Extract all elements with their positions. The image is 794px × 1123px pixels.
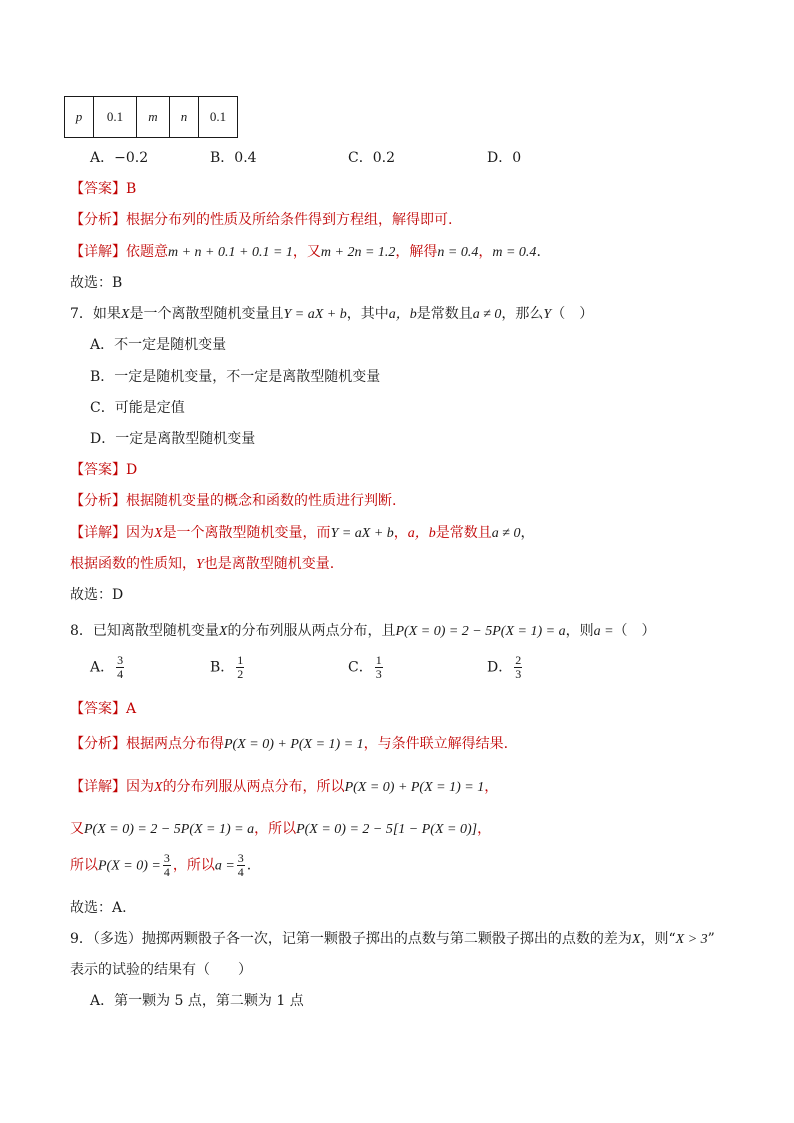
detail-text: 因为 xyxy=(126,779,154,795)
q8-stem xyxy=(70,620,656,640)
detail-text: 依题意 xyxy=(126,244,168,260)
q8-answer xyxy=(70,698,136,718)
q8-option-a xyxy=(90,654,126,681)
numerator: 3 xyxy=(117,653,124,667)
analysis-tag: 【分析】 xyxy=(70,493,126,509)
equation: P(X = 0) + P(X = 1) = 1 xyxy=(224,737,364,752)
answer-tag: 【答案】 xyxy=(70,701,126,717)
variable: a，b xyxy=(407,526,436,541)
equation: n = 0.4 xyxy=(437,245,479,260)
q9-stem xyxy=(70,928,715,948)
detail-text: ， xyxy=(478,244,493,260)
detail-text: . xyxy=(536,244,541,260)
equation: a = xyxy=(214,858,235,874)
stem-text: 9．（多选）抛掷两颗骰子各一次，记第一颗骰子掷出的点数与第二颗骰子掷出的点数的差为 xyxy=(70,931,632,947)
equation: P(X = 0) = 2 − 5[1 − P(X = 0)] xyxy=(296,822,478,837)
table-cell: 0.1 xyxy=(199,97,238,138)
fraction xyxy=(237,852,245,879)
fraction xyxy=(236,654,244,681)
fraction xyxy=(514,654,522,681)
table-cell: m xyxy=(137,97,170,138)
detail-text: 所以 xyxy=(70,857,98,874)
q7-option-c: C．可能是定值 xyxy=(90,400,185,416)
equation: m + 2n = 1.2 xyxy=(320,245,396,260)
detail-text: 根据函数的性质知， xyxy=(70,556,196,572)
q6-choice: 故选：B xyxy=(70,275,123,291)
table-cell: p xyxy=(65,97,94,138)
q6-option-a: A．−0.2 xyxy=(90,150,149,166)
equation: X > 3 xyxy=(675,932,708,947)
q8-detail xyxy=(70,776,498,796)
variable: X xyxy=(631,932,641,947)
answer-value: D xyxy=(126,462,138,478)
detail-text: ， xyxy=(477,821,492,837)
q8-analysis xyxy=(70,733,508,753)
q9-stem-line2: 表示的试验的结果有（ ） xyxy=(70,962,252,978)
analysis-text: 根据分布列的性质及所给条件得到方程组，解得即可. xyxy=(126,212,453,228)
option-label: B． xyxy=(210,659,235,676)
answer-tag: 【答案】 xyxy=(70,462,126,478)
detail-text: 因为 xyxy=(126,525,154,541)
equation: Y = aX + b xyxy=(283,307,347,322)
q7-choice: 故选：D xyxy=(70,587,124,603)
stem-text: 的分布列服从两点分布，且 xyxy=(227,623,396,639)
numerator: 2 xyxy=(515,653,522,667)
equation: P(X = 0) = 2 − 5P(X = 1) = a xyxy=(395,624,566,639)
q7-detail xyxy=(70,522,534,542)
answer-tag: 【答案】 xyxy=(70,181,126,197)
detail-text: ， xyxy=(484,779,499,795)
stem-text: 是常数且 xyxy=(416,306,473,322)
stem-text: ” xyxy=(707,931,715,947)
detail-text: ，所以 xyxy=(172,857,215,874)
variable: X xyxy=(154,780,163,795)
q8-choice: 故选：A. xyxy=(70,900,127,916)
numerator: 1 xyxy=(237,653,244,667)
variable: X xyxy=(218,624,228,639)
q7-option-d: D．一定是离散型随机变量 xyxy=(90,431,256,447)
distribution-table xyxy=(64,96,238,138)
detail-text: ， xyxy=(393,525,408,541)
analysis-tag: 【分析】 xyxy=(70,736,126,752)
option-label: A． xyxy=(90,659,115,676)
variable: X xyxy=(120,307,130,322)
detail-text: ， xyxy=(520,525,535,541)
q8-detail-line2 xyxy=(70,818,491,838)
detail-tag: 【详解】 xyxy=(70,525,126,541)
equation: m = 0.4 xyxy=(492,245,537,260)
analysis-text: 根据两点分布得 xyxy=(126,736,224,752)
q6-answer xyxy=(70,178,136,198)
fraction xyxy=(116,654,124,681)
stem-text: （ ） xyxy=(613,623,656,639)
stem-text: ，那么 xyxy=(501,306,544,322)
numerator: 1 xyxy=(375,653,382,667)
q8-detail-line3 xyxy=(70,852,251,879)
detail-tag: 【详解】 xyxy=(70,779,126,795)
equation: a ≠ 0 xyxy=(491,526,521,541)
variable: Y xyxy=(543,307,552,322)
detail-text: ，又 xyxy=(292,244,321,260)
stem-text: ，其中 xyxy=(346,306,389,322)
equation: P(X = 0) + P(X = 1) = 1 xyxy=(344,780,485,795)
numerator: 3 xyxy=(163,851,170,865)
denominator: 4 xyxy=(163,865,170,879)
q7-option-b: B．一定是随机变量，不一定是离散型随机变量 xyxy=(90,369,381,385)
variable: a，b xyxy=(388,307,417,322)
equation: m + n + 0.1 + 0.1 = 1 xyxy=(168,245,293,260)
detail-text: ，解得 xyxy=(395,244,438,260)
q6-option-b: B．0.4 xyxy=(210,150,257,166)
denominator: 3 xyxy=(515,667,522,681)
denominator: 2 xyxy=(237,667,244,681)
detail-text: 又 xyxy=(70,821,84,837)
q7-answer xyxy=(70,459,137,479)
equation: P(X = 0) = xyxy=(98,858,161,874)
analysis-tag: 【分析】 xyxy=(70,212,126,228)
q6-analysis xyxy=(70,209,452,229)
q6-option-c: C．0.2 xyxy=(348,150,395,166)
stem-text: 8．已知离散型随机变量 xyxy=(70,623,219,639)
q9-option-a: A．第一颗为 5 点，第二颗为 1 点 xyxy=(90,993,304,1009)
stem-text: ，则“ xyxy=(640,931,676,947)
detail-text: 的分布列服从两点分布，所以 xyxy=(162,779,345,795)
option-label: D． xyxy=(487,659,513,676)
detail-text: 也是离散型随机变量. xyxy=(203,556,335,572)
q7-option-a: A．不一定是随机变量 xyxy=(90,337,227,353)
q8-option-b xyxy=(210,654,246,681)
table-cell: 0.1 xyxy=(94,97,137,138)
variable: X xyxy=(154,526,163,541)
option-label: C． xyxy=(348,659,373,676)
numerator: 3 xyxy=(237,851,244,865)
equation: a ≠ 0 xyxy=(472,307,502,322)
detail-text: 是常数且 xyxy=(435,525,492,541)
detail-tag: 【详解】 xyxy=(70,244,126,260)
q6-detail xyxy=(70,241,541,261)
q7-detail-line2 xyxy=(70,553,334,573)
denominator: 3 xyxy=(375,667,382,681)
q7-analysis xyxy=(70,490,396,510)
variable: a = xyxy=(593,624,614,639)
stem-text: 是一个离散型随机变量且 xyxy=(129,306,284,322)
detail-text: . xyxy=(246,857,252,874)
q8-option-c xyxy=(348,654,385,681)
fraction xyxy=(375,654,383,681)
q7-stem xyxy=(70,303,593,323)
denominator: 4 xyxy=(237,865,244,879)
equation: P(X = 0) = 2 − 5P(X = 1) = a xyxy=(84,822,255,837)
detail-text: 是一个离散型随机变量，而 xyxy=(162,525,331,541)
denominator: 4 xyxy=(117,667,124,681)
detail-text: ，所以 xyxy=(254,821,297,837)
answer-value: B xyxy=(126,181,137,197)
equation: Y = aX + b xyxy=(330,526,394,541)
variable: Y xyxy=(196,557,204,572)
analysis-text: 根据随机变量的概念和函数的性质进行判断. xyxy=(126,493,397,509)
answer-value: A xyxy=(126,701,137,717)
fraction xyxy=(163,852,171,879)
table-cell: n xyxy=(170,97,199,138)
q6-option-d: D．0 xyxy=(487,150,522,166)
analysis-text: ，与条件联立解得结果. xyxy=(363,736,509,752)
stem-text: ，则 xyxy=(565,623,594,639)
stem-text: （ ） xyxy=(551,306,594,322)
stem-text: 7．如果 xyxy=(70,306,121,322)
q8-option-d xyxy=(487,654,524,681)
